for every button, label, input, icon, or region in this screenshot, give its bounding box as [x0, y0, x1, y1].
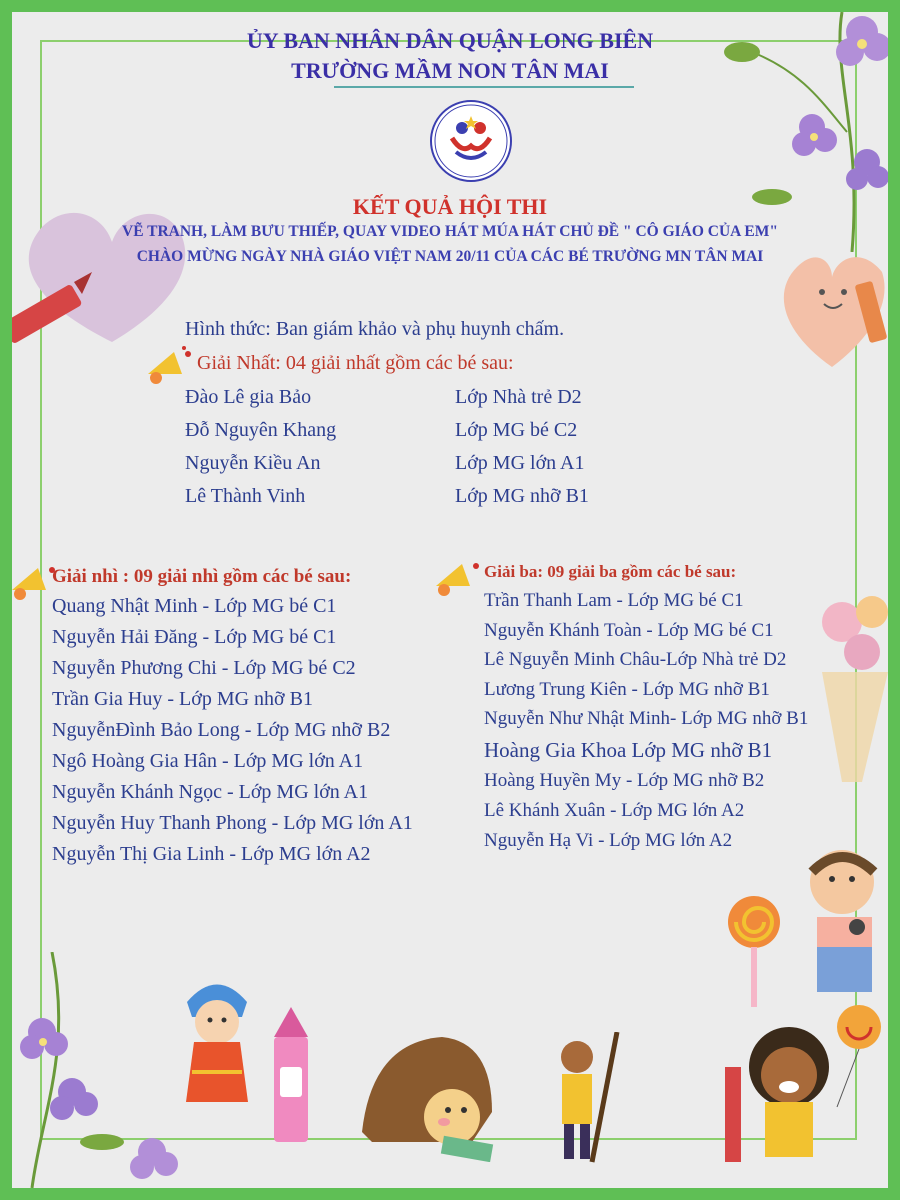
third-winner: Lê Khánh Xuân - Lớp MG lớn A2	[484, 800, 745, 821]
crayon-illustration	[262, 1007, 322, 1147]
first-winner-class: Lớp MG nhỡ B1	[455, 485, 589, 507]
third-winner: Nguyễn Hạ Vi - Lớp MG lớn A2	[484, 830, 733, 851]
third-winner: Lê Nguyễn Minh Châu-Lớp Nhà trẻ D2	[484, 649, 787, 670]
trumpet-icon	[144, 344, 194, 388]
bouquet-decoration	[802, 582, 888, 782]
trumpet-icon	[432, 556, 482, 600]
school-logo	[430, 100, 512, 182]
first-winner-name: Đào Lê gia Bảo	[185, 386, 312, 408]
third-winner: Nguyễn Như Nhật Minh- Lớp MG nhỡ B1	[484, 708, 809, 729]
subtitle-2: CHÀO MỪNG NGÀY NHÀ GIÁO VIỆT NAM 20/11 CỦA CÁC BÉ TRƯỜNG MN TÂN MAI	[136, 248, 764, 265]
second-winner: Nguyễn Thị Gia Linh - Lớp MG lớn A2	[52, 843, 371, 865]
third-winner: Trần Thanh Lam - Lớp MG bé C1	[484, 590, 744, 611]
form-line: Hình thức: Ban giám khảo và phụ huynh chấm.	[185, 318, 565, 340]
second-winner: Nguyễn Hải Đăng - Lớp MG bé C1	[52, 626, 337, 648]
happy-girl-illustration	[717, 997, 888, 1167]
second-winner: Nguyễn Phương Chi - Lớp MG bé C2	[52, 657, 356, 679]
girl-illustration	[172, 972, 262, 1122]
header-underline	[334, 86, 634, 88]
first-winner-name: Nguyễn Kiều An	[185, 452, 321, 474]
subtitle-1: VẼ TRANH, LÀM BƯU THIẾP, QUAY VIDEO HÁT MÚA HÁT CHỦ ĐỀ " CÔ GIÁO CỦA EM"	[122, 223, 778, 240]
first-winner-name: Đỗ Nguyên Khang	[185, 419, 337, 441]
second-winner: Ngô Hoàng Gia Hân - Lớp MG lớn A1	[52, 750, 364, 772]
header-line-2: TRƯỜNG MẦM NON TÂN MAI	[291, 58, 609, 83]
second-winner: Quang Nhật Minh - Lớp MG bé C1	[52, 595, 337, 617]
second-winner: Nguyễn Huy Thanh Phong - Lớp MG lớn A1	[52, 812, 413, 834]
painter-boy-illustration	[542, 1032, 632, 1172]
first-winner-class: Lớp MG bé C2	[455, 419, 578, 441]
certificate-page	[12, 12, 888, 1188]
second-winner: Nguyễn Khánh Ngọc - Lớp MG lớn A1	[52, 781, 369, 803]
second-winner: NguyễnĐình Bảo Long - Lớp MG nhỡ B2	[52, 719, 391, 741]
third-winner: Hoàng Huyền My - Lớp MG nhỡ B2	[484, 770, 765, 791]
school-logo-icon	[432, 102, 510, 180]
hedgehog-illustration	[352, 1022, 502, 1162]
main-title: KẾT QUẢ HỘI THI	[352, 194, 548, 219]
boy-with-microphone-illustration	[802, 837, 888, 1012]
lollipop-illustration	[724, 892, 784, 1012]
first-winner-class: Lớp MG lớn A1	[455, 452, 585, 474]
first-prize-heading: Giải Nhất: 04 giải nhất gồm các bé sau:	[197, 352, 514, 374]
first-winner-name: Lê Thành Vinh	[185, 485, 306, 507]
second-winner: Trần Gia Huy - Lớp MG nhỡ B1	[52, 688, 313, 710]
third-winner: Nguyễn Khánh Toàn - Lớp MG bé C1	[484, 620, 774, 641]
second-prize-heading: Giải nhì : 09 giải nhì gồm các bé sau:	[52, 566, 352, 587]
third-winner: Hoàng Gia Khoa Lớp MG nhỡ B1	[484, 738, 773, 762]
third-prize-heading: Giải ba: 09 giải ba gồm các bé sau:	[484, 562, 737, 581]
header-line-1: ỦY BAN NHÂN DÂN QUẬN LONG BIÊN	[246, 28, 654, 53]
third-winner: Lương Trung Kiên - Lớp MG nhỡ B1	[484, 679, 770, 700]
first-winner-class: Lớp Nhà trẻ D2	[455, 386, 582, 408]
